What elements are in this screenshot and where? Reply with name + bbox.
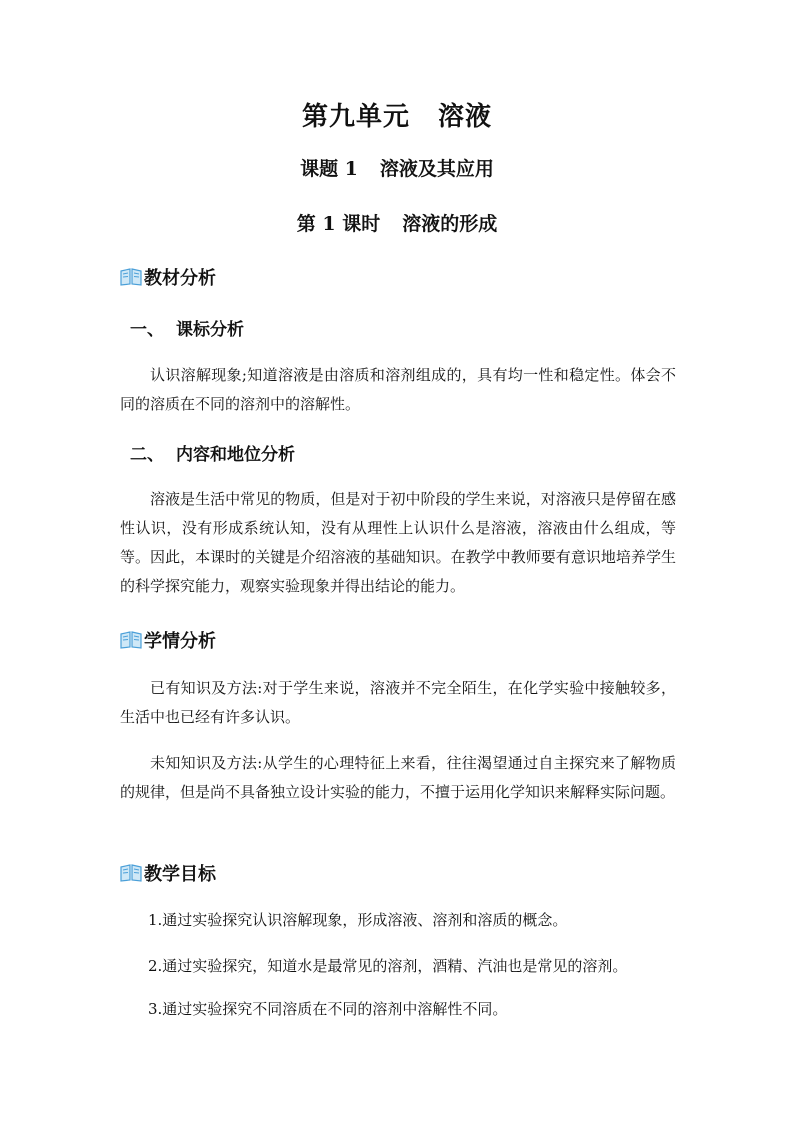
lesson-number: 第 1 课时	[296, 213, 381, 235]
unit-title	[0, 96, 794, 133]
unit-title-number: 第九单元	[301, 102, 410, 132]
section-material-title: 教材分析	[144, 268, 216, 289]
unknown-knowledge-paragraph: 未知知识及方法:从学生的心理特征上来看，往往渴望通过自主探究来了解物质的规律，但是尚不具备独立设计实验的能力，不擅于运用化学知识来解释实际问题。	[120, 754, 676, 801]
section-goals-title: 教学目标	[144, 864, 216, 885]
goal-item: 2.通过实验探究，知道水是最常见的溶剂，酒精、汽油也是常见的溶剂。	[148, 957, 628, 975]
section-students-heading	[120, 627, 216, 653]
section-material-heading	[120, 264, 216, 290]
goal-item: 1.通过实验探究认识溶解现象，形成溶液、溶剂和溶质的概念。	[148, 911, 568, 929]
subsection-title: 内容和地位分析	[176, 445, 295, 465]
lesson-name: 溶液的形成	[402, 213, 498, 235]
goal-item: 3.通过实验探究不同溶质在不同的溶剂中溶解性不同。	[148, 1000, 508, 1018]
lesson-title	[0, 209, 794, 236]
subsection-number: 二、	[130, 445, 164, 465]
book-icon	[120, 864, 142, 882]
topic-title	[0, 154, 794, 181]
section-goals-heading	[120, 860, 216, 886]
curriculum-paragraph: 认识溶解现象;知道溶液是由溶质和溶剂组成的，具有均一性和稳定性。体会不同的溶质在不同的溶剂中的溶解性。	[120, 366, 676, 413]
subsection-number: 一、	[130, 320, 164, 340]
book-icon	[120, 268, 142, 286]
subsection-title: 课标分析	[176, 320, 244, 340]
book-icon	[120, 631, 142, 649]
content-paragraph: 溶液是生活中常见的物质，但是对于初中阶段的学生来说，对溶液只是停留在感性认识，没有形成系统认知，没有从理性上认识什么是溶液，溶液由什么组成，等等。因此，本课时的关键是介绍溶液的基础知识。在教学中教师要有意识地培养学生的科学探究能力，观察实验现象并得出结论的能力。	[120, 490, 676, 595]
section-students-title: 学情分析	[144, 631, 216, 652]
subsection-content-heading	[130, 440, 295, 465]
prior-knowledge-paragraph: 已有知识及方法:对于学生来说，溶液并不完全陌生，在化学实验中接触较多，生活中也已经有许多认识。	[120, 679, 676, 726]
topic-name: 溶液及其应用	[379, 158, 494, 180]
unit-title-name: 溶液	[438, 102, 493, 132]
topic-number: 课题 1	[300, 158, 358, 180]
subsection-curriculum-heading	[130, 315, 244, 340]
